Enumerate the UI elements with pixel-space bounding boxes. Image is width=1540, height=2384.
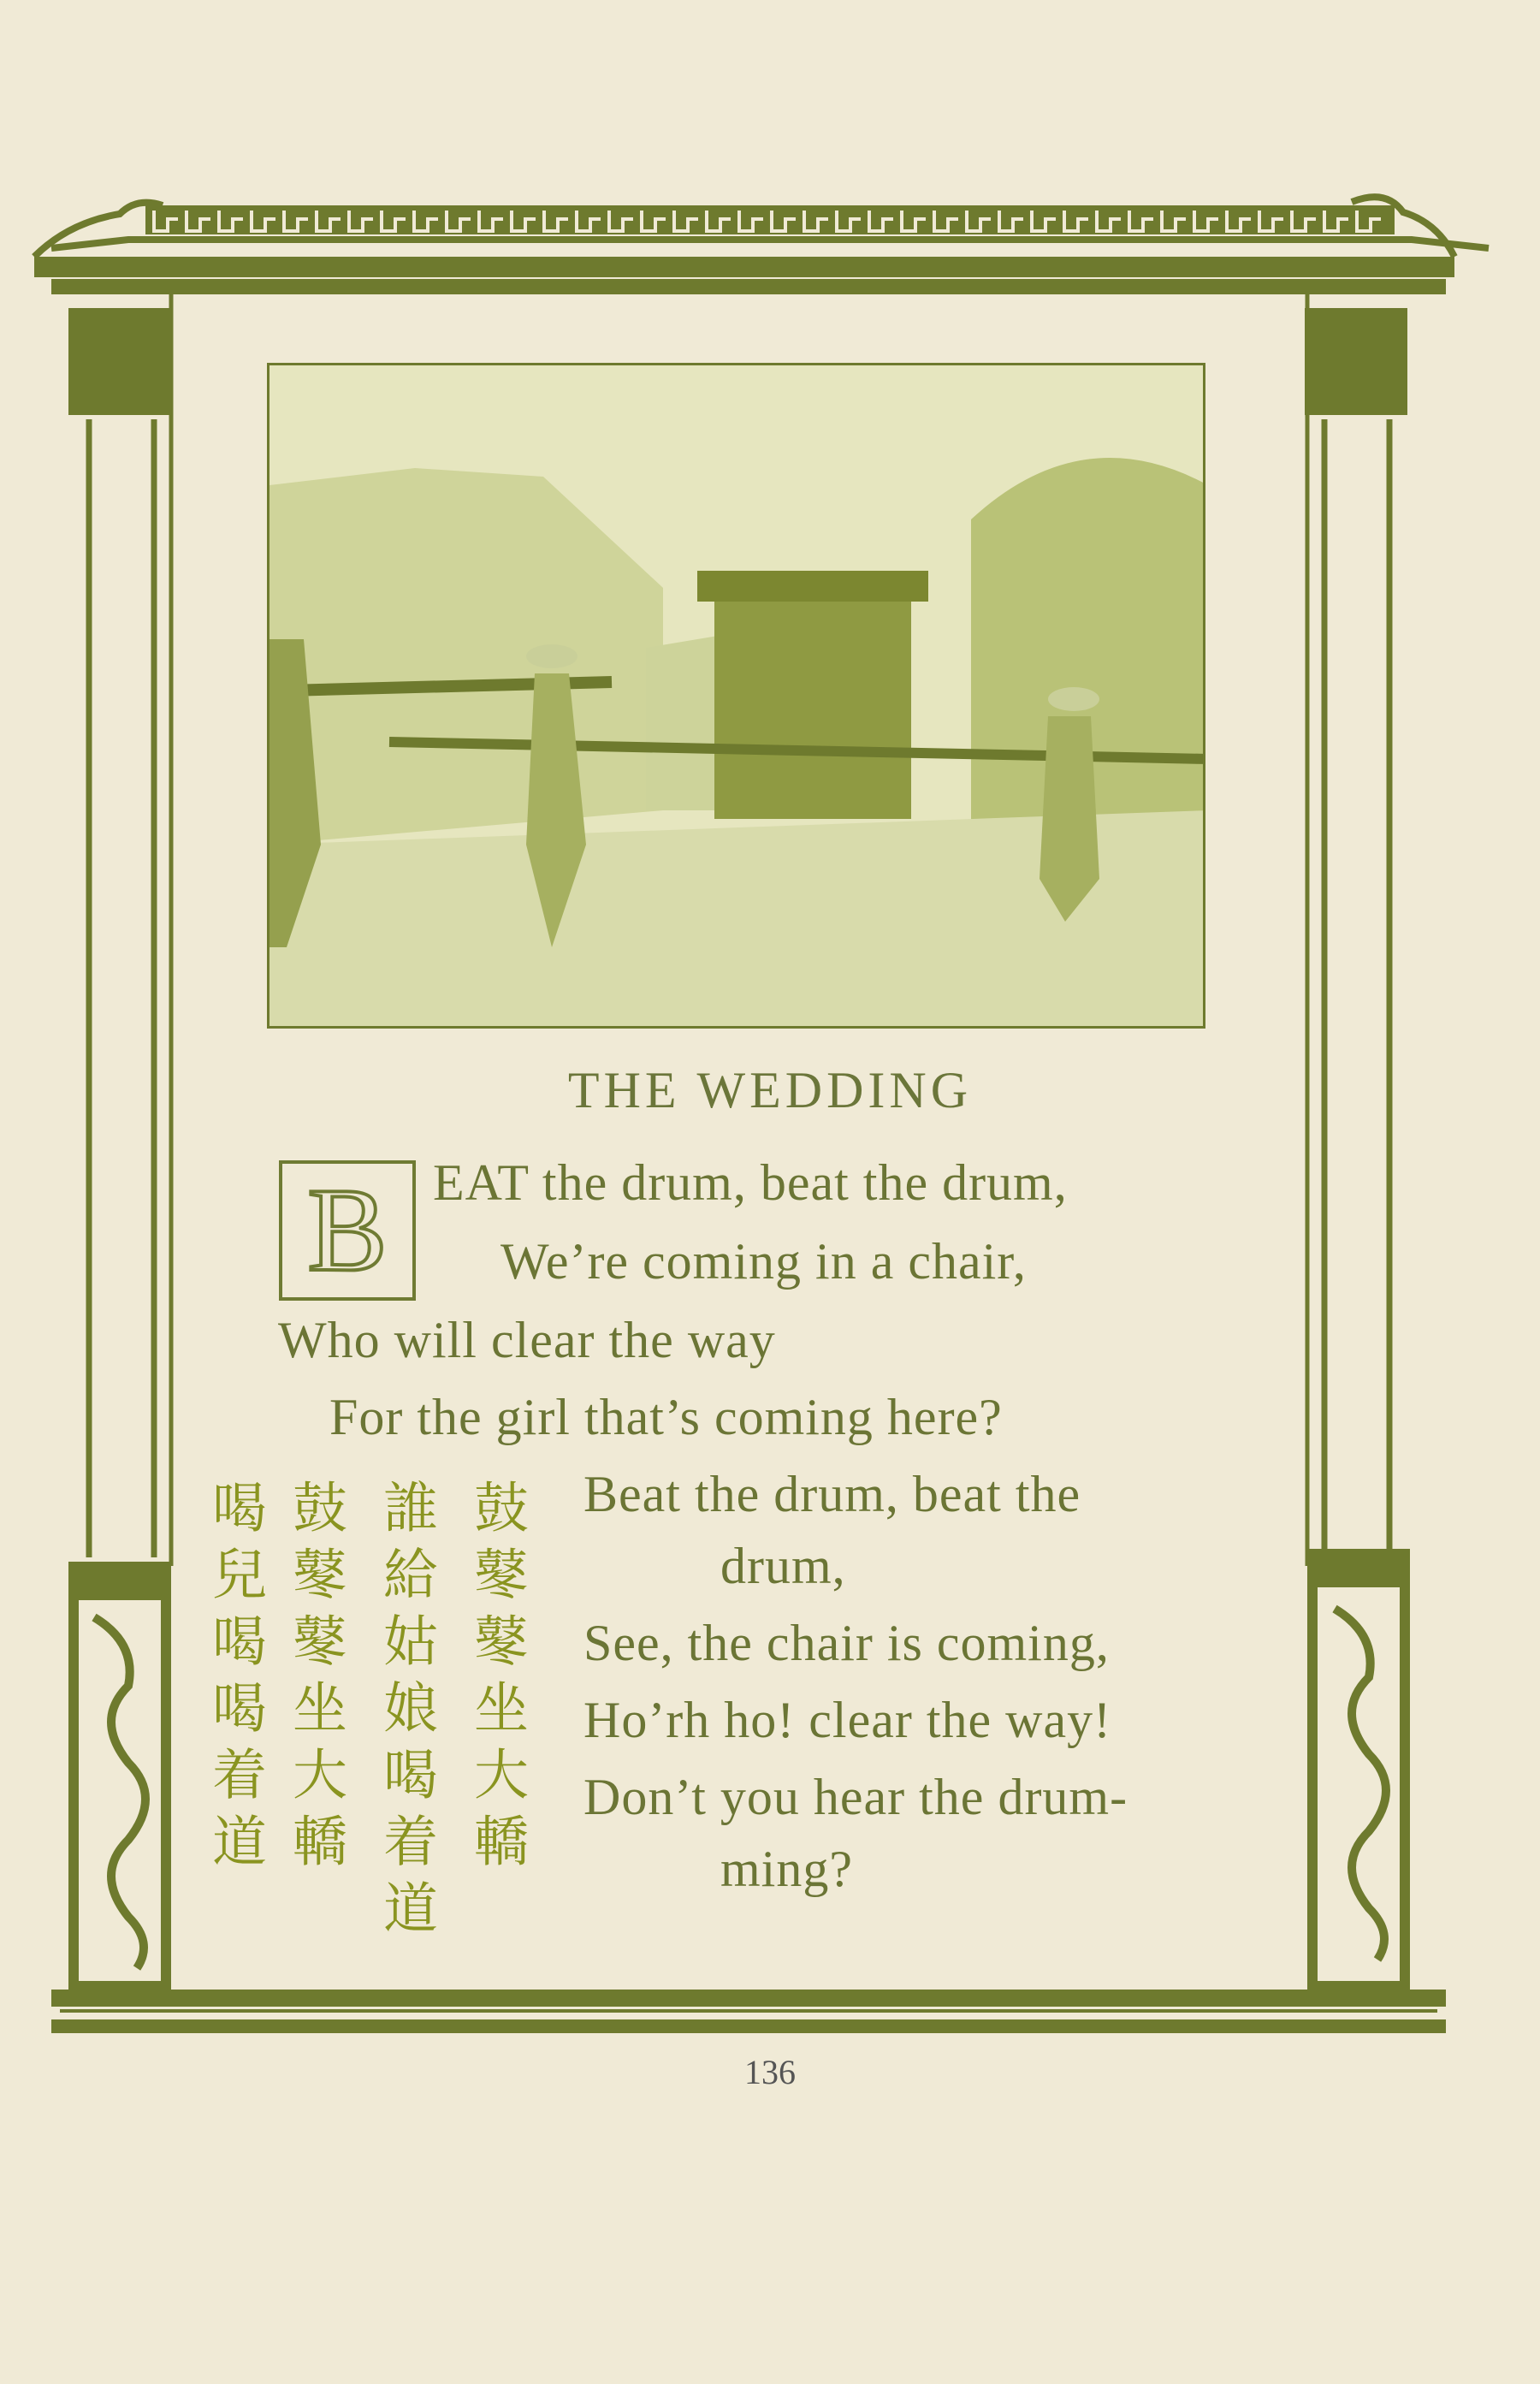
verse-line: Who will clear the way	[278, 1312, 776, 1368]
verse-line: Beat the drum, beat the	[583, 1466, 1081, 1522]
chinese-column: 鼓鼕鼕坐大轎	[283, 1479, 346, 1879]
verse-line: See, the chair is coming,	[583, 1615, 1110, 1671]
capital-ornament-icon	[68, 308, 171, 415]
verse-line: drum,	[720, 1538, 846, 1594]
chinese-column: 誰給姑娘喝着道	[374, 1479, 437, 1946]
verse-line: We’re coming in a chair,	[500, 1233, 1027, 1290]
chinese-column: 喝兒喝喝着道	[203, 1479, 266, 1879]
drop-cap: B	[279, 1160, 416, 1301]
photo-illustration	[270, 365, 1205, 1029]
sedan-chair-photo	[267, 363, 1205, 1029]
verse-line: EAT the drum, beat the drum,	[433, 1154, 1068, 1211]
page-number: 136	[744, 2053, 796, 2091]
verse-line: Don’t you hear the drum-	[583, 1769, 1128, 1825]
verse-line: Ho’rh ho! clear the way!	[583, 1692, 1112, 1748]
verse-line: For the girl that’s coming here?	[329, 1389, 1003, 1445]
poem-title: THE WEDDING	[567, 1062, 973, 1118]
verse-line: ming?	[720, 1841, 853, 1897]
chinese-column: 鼓鼕鼕坐大轎	[465, 1479, 528, 1879]
